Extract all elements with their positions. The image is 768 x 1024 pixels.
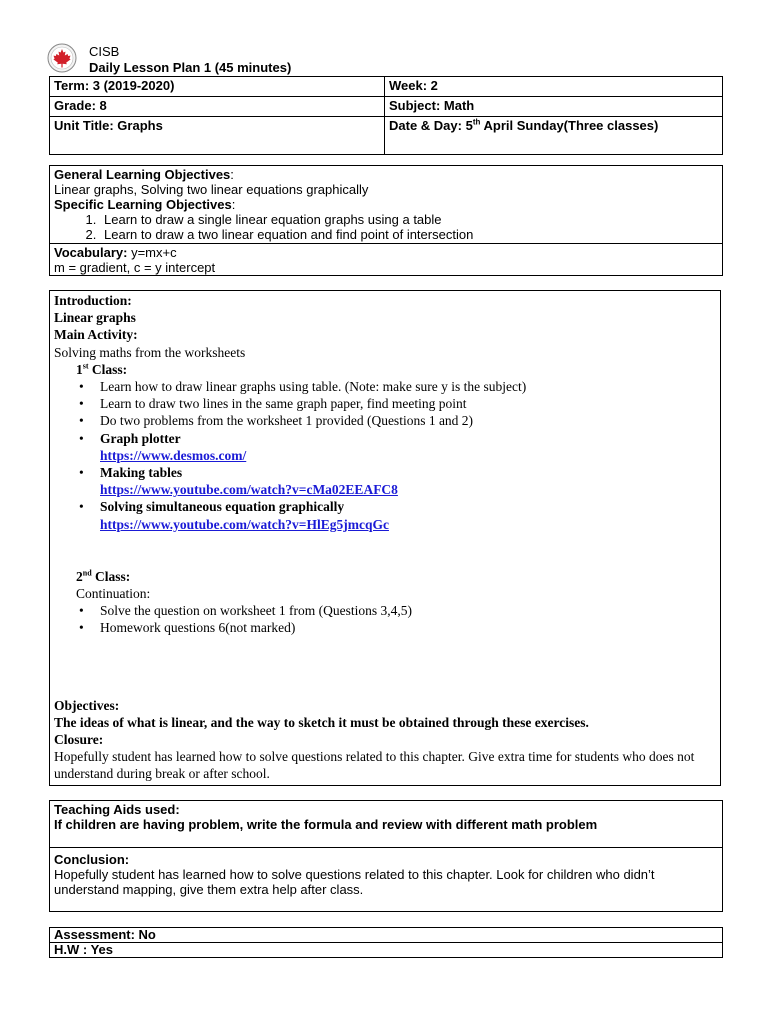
- teaching-aids-section: [50, 801, 722, 847]
- introduction-heading: Introduction:: [54, 293, 132, 308]
- objectives-heading: Objectives:: [54, 697, 120, 713]
- conclusion-heading: Conclusion:: [54, 852, 130, 867]
- list-item: • Learn how to draw linear graphs using table. (Note: make sure y is the subject): [100, 378, 715, 395]
- objectives-text: The ideas of what is linear, and the way to sketch it must be obtained through these exercises.: [54, 714, 589, 730]
- class-2-label: Class:: [91, 568, 131, 584]
- homework-cell: H.W : Yes: [50, 943, 723, 958]
- objectives-box: [49, 165, 723, 276]
- specific-objective-item: 2. Learn to draw a two linear equation and find point of intersection: [100, 227, 718, 242]
- vocabulary-section: [50, 243, 722, 275]
- vocabulary-definition: m = gradient, c = y intercept: [54, 260, 216, 275]
- closure-text: Hopefully student has learned how to solve questions related to this chapter. Give extra time for students who does not understand during break or after school.: [54, 749, 695, 782]
- main-activity-text: Solving maths from the worksheets: [54, 344, 246, 360]
- date-day-cell: [385, 117, 723, 155]
- vocabulary-line: [54, 245, 718, 260]
- term-cell: Term: 3 (2019-2020): [50, 77, 385, 97]
- introduction-topic: Linear graphs: [54, 310, 136, 326]
- vocabulary-formula: y=mx+c: [127, 245, 177, 260]
- activity-box: [49, 290, 721, 786]
- info-table: [49, 76, 723, 155]
- general-objectives-text: Linear graphs, Solving two linear equations graphically: [54, 182, 369, 197]
- general-objectives-heading: [54, 167, 718, 182]
- teaching-aids-heading: Teaching Aids used:: [54, 802, 180, 817]
- specific-objectives-list: [54, 212, 718, 242]
- assessment-table: [49, 927, 723, 958]
- school-name: CISB: [89, 44, 120, 59]
- class-2-list: [54, 602, 715, 636]
- specific-objectives-heading: [54, 197, 718, 212]
- resource-item: [100, 464, 715, 498]
- unit-title-cell: Unit Title: Graphs: [50, 117, 385, 155]
- specific-objectives-colon: :: [231, 197, 236, 212]
- class-1-number: 1: [76, 361, 83, 377]
- desmos-link[interactable]: https://www.desmos.com/: [100, 447, 247, 463]
- conclusion-section: [50, 847, 722, 897]
- plan-title: Daily Lesson Plan 1 (45 minutes): [89, 60, 292, 75]
- resource-label: • Solving simultaneous equation graphically: [100, 499, 345, 515]
- class-2-number: 2: [76, 568, 83, 584]
- teaching-aids-box: [49, 800, 723, 912]
- subject-cell: Subject: Math: [385, 97, 723, 117]
- vocabulary-label: Vocabulary:: [54, 245, 128, 260]
- list-item: • Solve the question on worksheet 1 from (Questions 3,4,5): [100, 602, 715, 619]
- class-2-heading: [54, 568, 715, 585]
- class-1-heading: [54, 361, 715, 378]
- conclusion-text: Hopefully student has learned how to solve questions related to this chapter. Look for children who didn’t understand mapping, give them extra help after class.: [54, 867, 655, 897]
- general-objectives-label: General Learning Objectives: [54, 167, 231, 182]
- general-objectives-colon: :: [230, 167, 234, 182]
- simultaneous-equation-link[interactable]: https://www.youtube.com/watch?v=HlEg5jmcqGc: [100, 516, 389, 532]
- maple-leaf-logo: [47, 43, 77, 73]
- teaching-aids-text: If children are having problem, write the formula and review with different math problem: [54, 817, 598, 832]
- specific-objectives-label: Specific Learning Objectives: [54, 197, 232, 212]
- grade-cell: Grade: 8: [50, 97, 385, 117]
- resource-item: [100, 430, 715, 464]
- assessment-cell: Assessment: No: [50, 928, 723, 943]
- class-1-label: Class:: [88, 361, 128, 377]
- spacer: [54, 637, 715, 697]
- resource-label: • Making tables: [100, 465, 183, 481]
- class-1-list: [54, 378, 715, 533]
- list-item: • Homework questions 6(not marked): [100, 619, 715, 636]
- closure-heading: Closure:: [54, 732, 104, 748]
- main-activity-heading: Main Activity:: [54, 327, 138, 343]
- spacer: [54, 533, 715, 568]
- date-suffix-ordinal: th: [472, 117, 481, 127]
- resource-label: • Graph plotter: [100, 430, 181, 446]
- class-1-ordinal: st: [82, 361, 89, 371]
- date-suffix: April Sunday(Three classes): [480, 118, 659, 133]
- class-2-ordinal: nd: [82, 568, 92, 578]
- class-2-continuation: Continuation:: [76, 586, 151, 602]
- week-cell: Week: 2: [385, 77, 723, 97]
- date-prefix: Date & Day: 5: [389, 118, 473, 133]
- specific-objective-item: 1. Learn to draw a single linear equation graphs using a table: [100, 212, 718, 227]
- resource-item: [100, 498, 715, 532]
- list-item: • Learn to draw two lines in the same graph paper, find meeting point: [100, 395, 715, 412]
- making-tables-link[interactable]: https://www.youtube.com/watch?v=cMa02EEAFC8: [100, 482, 398, 498]
- list-item: • Do two problems from the worksheet 1 provided (Questions 1 and 2): [100, 412, 715, 429]
- objectives-section: [50, 166, 722, 243]
